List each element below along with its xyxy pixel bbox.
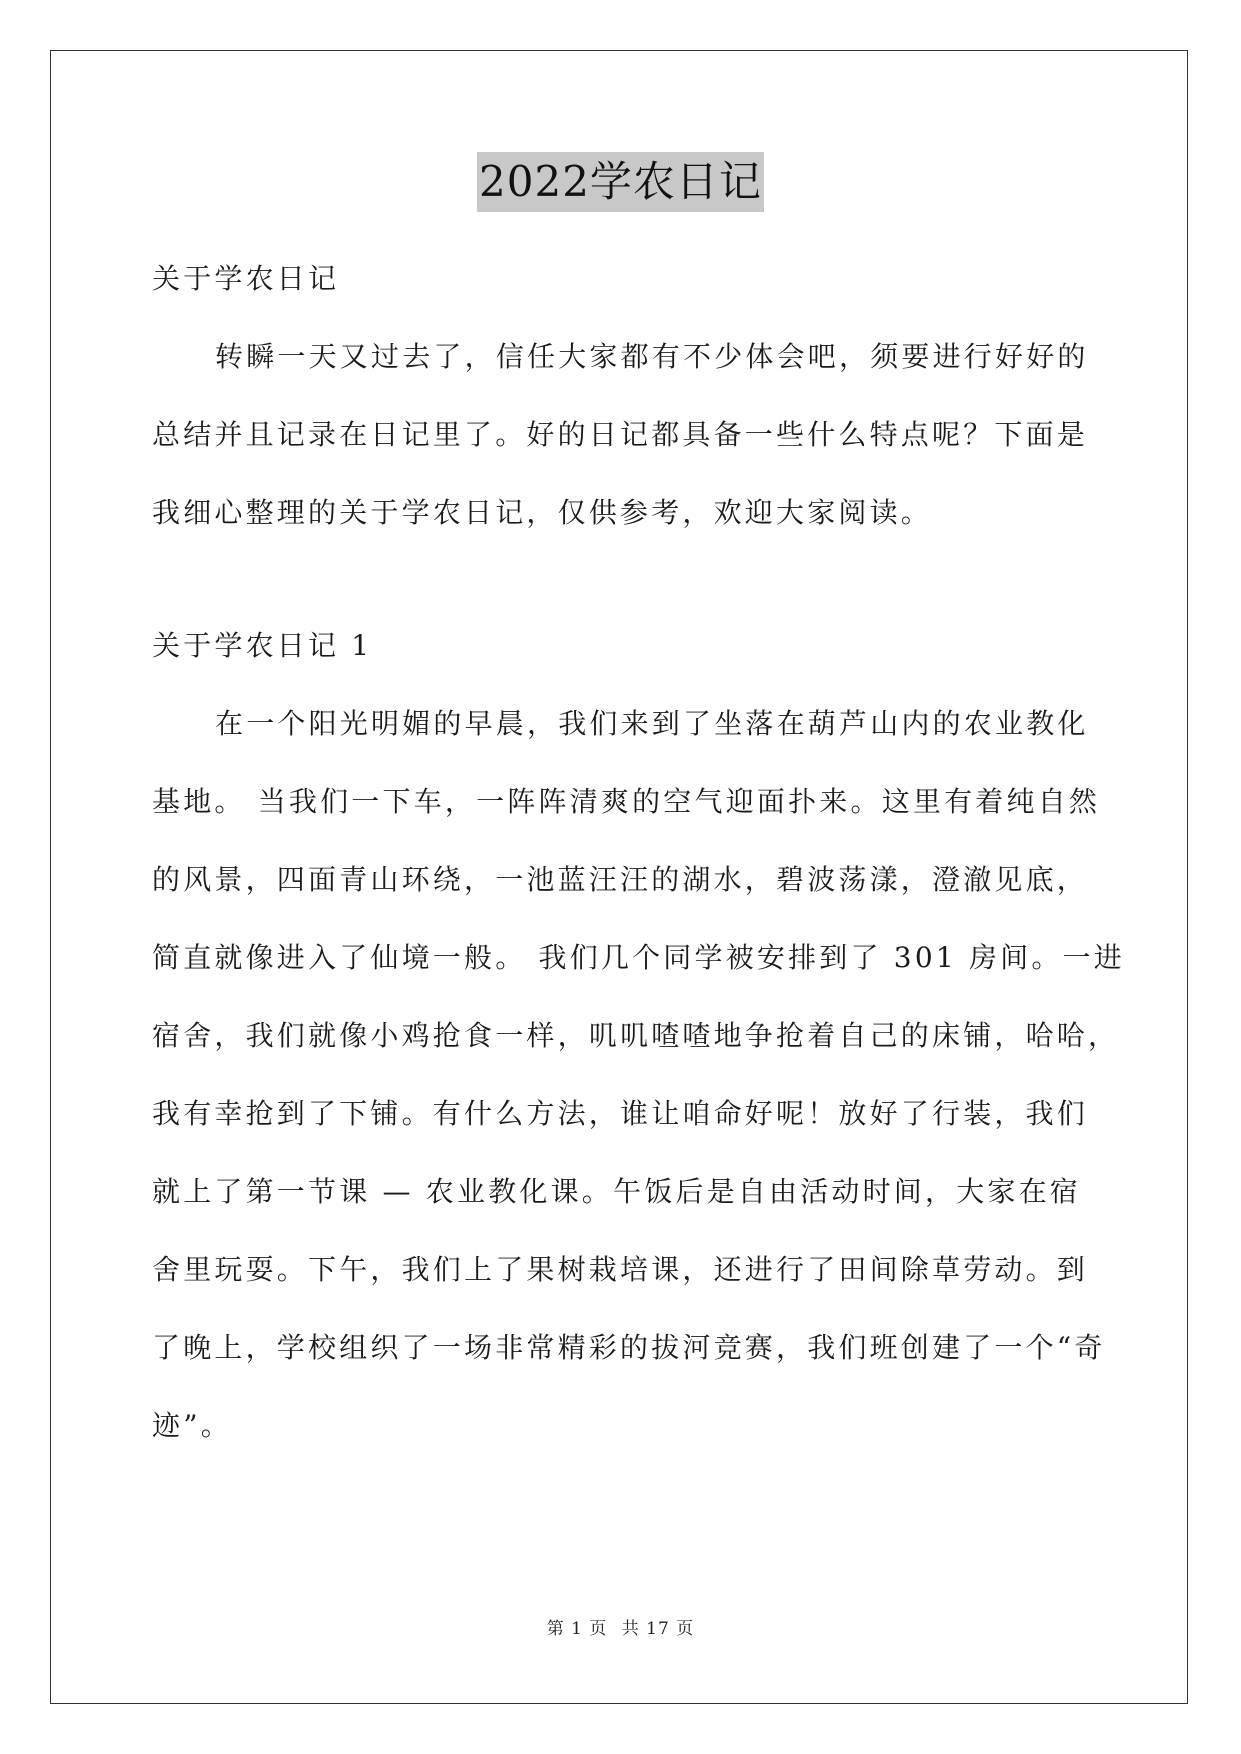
section-line: 简直就像进入了仙境一般。 我们几个同学被安排到了 301 房间。一进 (152, 941, 1125, 974)
title-container (0, 152, 1241, 212)
section-line: 迹”。 (152, 1409, 232, 1442)
section-line: 的风景，四面青山环绕，一池蓝汪汪的湖水，碧波荡漾，澄澈见底， (152, 863, 1089, 896)
page-total: 共 17 页 (621, 1619, 695, 1639)
section-line: 了晚上，学校组织了一场非常精彩的拔河竞赛，我们班创建了一个“奇 (152, 1331, 1106, 1364)
paragraph-gap (152, 552, 1092, 607)
intro-line: 总结并且记录在日记里了。好的日记都具备一些什么特点呢？下面是 (152, 418, 1089, 451)
section-line: 我有幸抢到了下铺。有什么方法，谁让咱命好呢！放好了行装，我们 (152, 1097, 1089, 1130)
page-number: 第 1 页 (546, 1619, 608, 1639)
page-footer (0, 1614, 1241, 1639)
section-line: 在一个阳光明媚的早晨，我们来到了坐落在葫芦山内的农业教化 (215, 707, 1089, 740)
document-body (152, 240, 1125, 1465)
section-heading: 关于学农日记 1 (152, 629, 373, 662)
intro-line: 我细心整理的关于学农日记，仅供参考，欢迎大家阅读。 (152, 496, 933, 529)
intro-line: 转瞬一天又过去了，信任大家都有不少体会吧，须要进行好好的 (215, 340, 1089, 373)
intro-heading: 关于学农日记 (152, 262, 340, 295)
section-line: 就上了第一节课 — 农业教化课。午饭后是自由活动时间，大家在宿 (152, 1175, 1082, 1208)
section-line: 舍里玩耍。下午，我们上了果树栽培课，还进行了田间除草劳动。到 (152, 1253, 1089, 1286)
section-line: 宿舍，我们就像小鸡抢食一样，叽叽喳喳地争抢着自己的床铺，哈哈， (152, 1019, 1120, 1052)
section-line: 基地。 当我们一下车，一阵阵清爽的空气迎面扑来。这里有着纯自然 (152, 785, 1101, 818)
document-title: 2022学农日记 (477, 152, 764, 212)
